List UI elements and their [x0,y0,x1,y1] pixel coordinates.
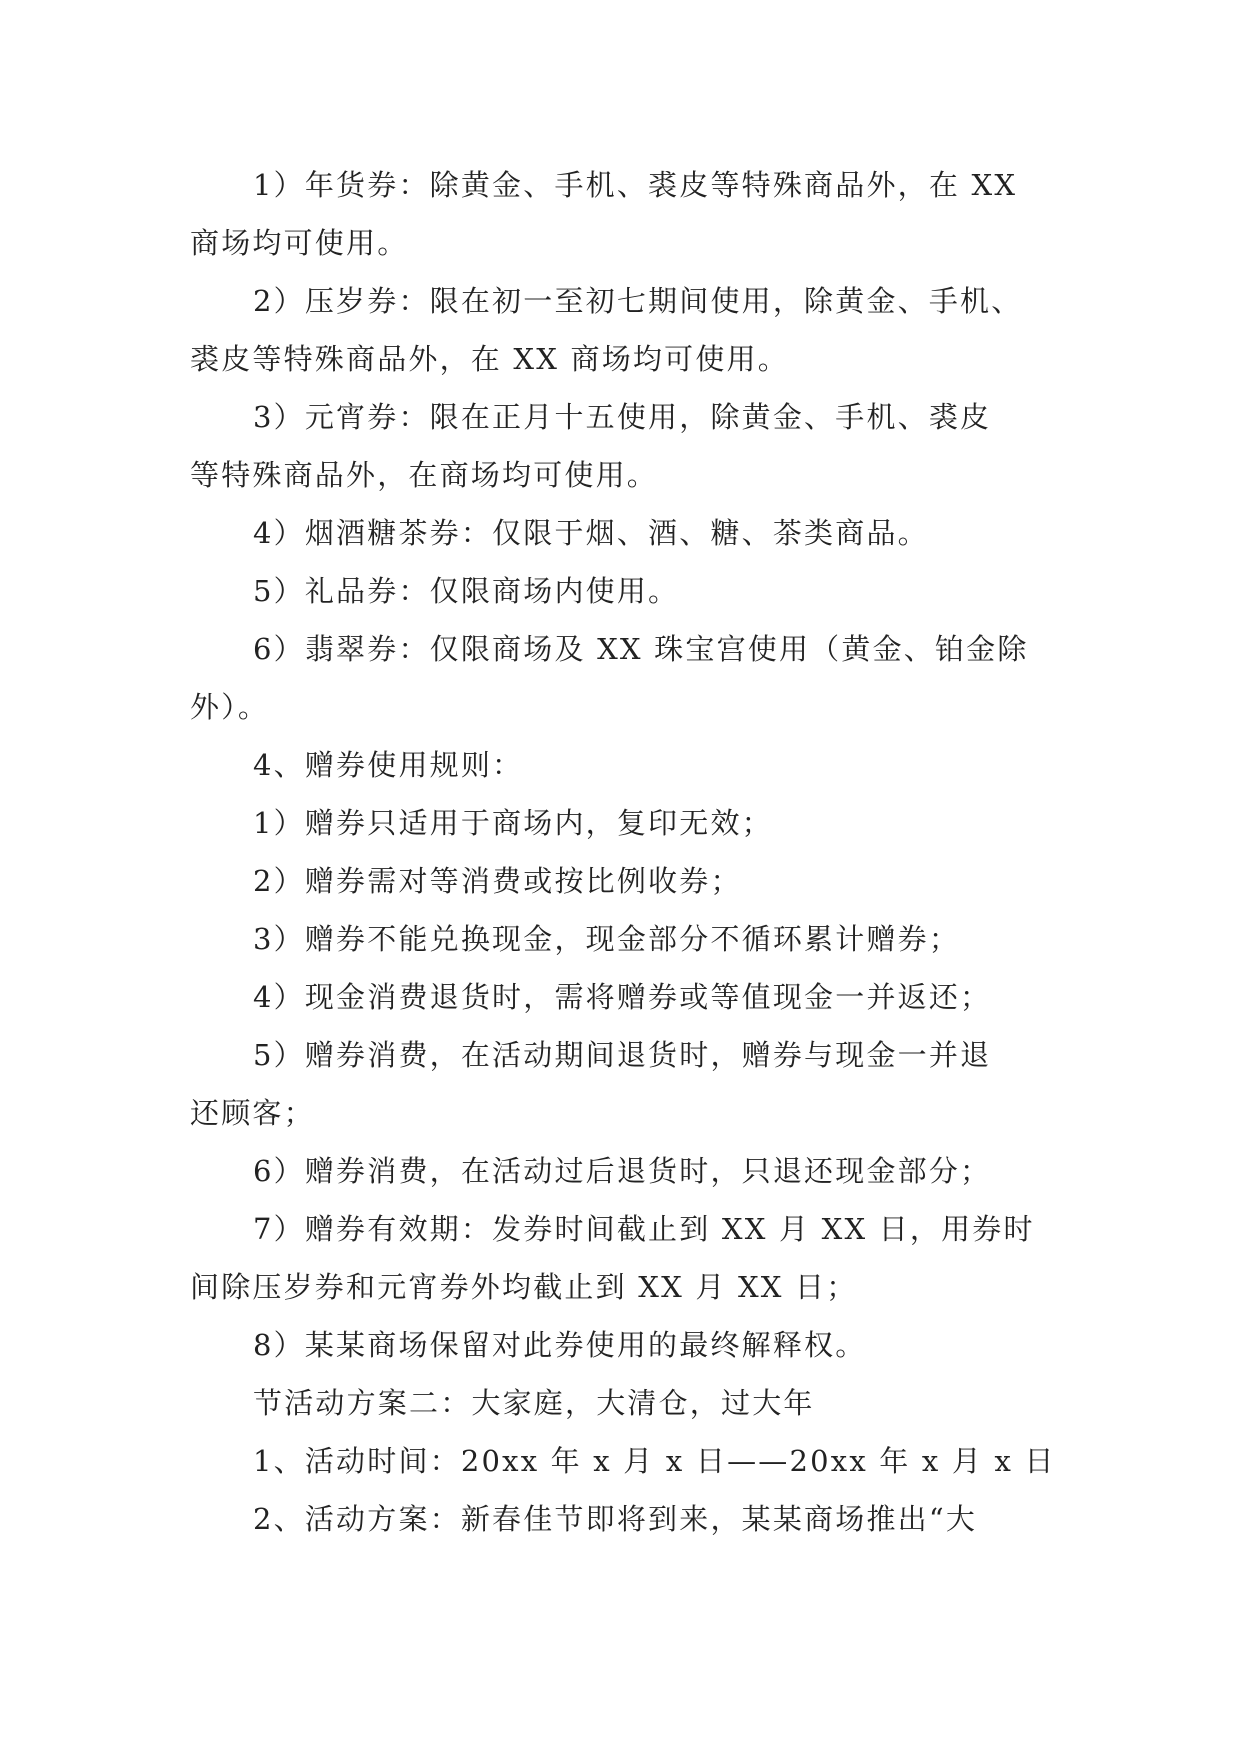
section-heading: 4、赠券使用规则： [253,748,524,782]
text-line: 4）现金消费退货时，需将赠券或等值现金一并返还； [253,980,992,1014]
text-line: 2）赠券需对等消费或按比例收券； [253,864,742,898]
text-line: 2）压岁券：限在初一至初七期间使用，除黄金、手机、 [253,284,1023,318]
text-line: 4）烟酒糖茶券：仅限于烟、酒、糖、茶类商品。 [253,516,929,550]
text-line: 外）。 [190,690,270,724]
text-line: 6）赠券消费，在活动过后退货时，只退还现金部分； [253,1154,992,1188]
text-line: 2、活动方案：新春佳节即将到来，某某商场推出“大 [253,1502,978,1536]
text-line: 5）礼品券：仅限商场内使用。 [253,574,680,608]
text-line: 1、活动时间：20xx 年 x 月 x 日——20xx 年 x 月 x 日 [253,1444,1056,1478]
text-line: 裘皮等特殊商品外，在 XX 商场均可使用。 [190,342,789,376]
section-heading: 节活动方案二：大家庭，大清仓，过大年 [253,1386,815,1420]
text-line: 等特殊商品外，在商场均可使用。 [190,458,659,492]
text-line: 1）赠券只适用于商场内，复印无效； [253,806,773,840]
text-line: 3）赠券不能兑换现金，现金部分不循环累计赠券； [253,922,961,956]
text-line: 8）某某商场保留对此券使用的最终解释权。 [253,1328,867,1362]
text-line: 间除压岁券和元宵券外均截止到 XX 月 XX 日； [190,1270,858,1304]
text-line: 3）元宵券：限在正月十五使用，除黄金、手机、裘皮 [253,400,992,434]
text-line: 6）翡翠券：仅限商场及 XX 珠宝宫使用（黄金、铂金除 [253,632,1029,666]
text-line: 7）赠券有效期：发券时间截止到 XX 月 XX 日，用券时 [253,1212,1035,1246]
text-line: 1）年货券：除黄金、手机、裘皮等特殊商品外，在 XX [253,168,1018,202]
text-line: 还顾客； [190,1096,315,1130]
text-line: 5）赠券消费，在活动期间退货时，赠券与现金一并退 [253,1038,992,1072]
text-line: 商场均可使用。 [190,226,409,260]
